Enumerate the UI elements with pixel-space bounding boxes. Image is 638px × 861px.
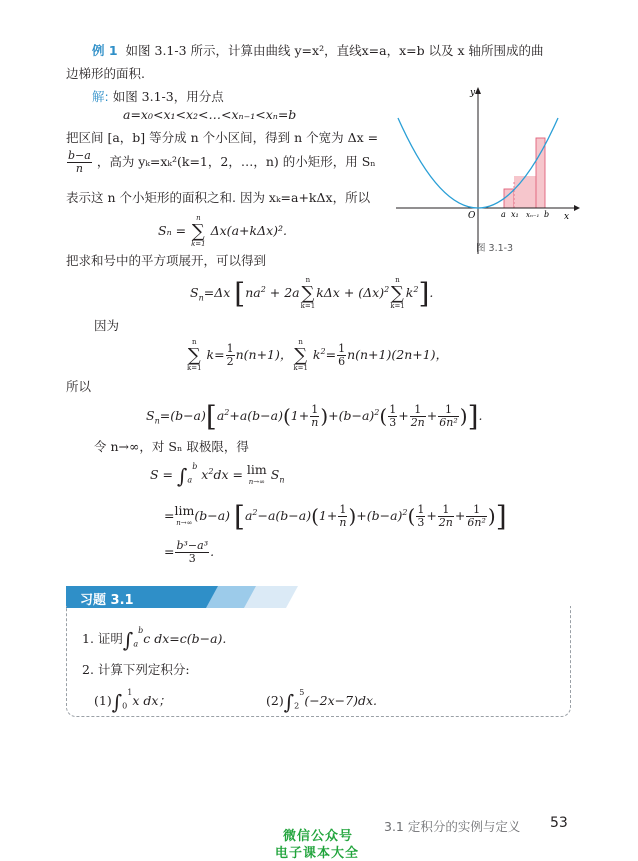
- solution-text-5: 表示这 n 个小矩形的面积之和. 因为 xₖ=a+kΔx，所以: [66, 190, 371, 205]
- origin-label: O: [468, 211, 476, 221]
- tick-x1-label: x₁: [511, 210, 519, 219]
- middle-region: [514, 176, 536, 208]
- exercise-item-2b-prefix: (2): [266, 693, 284, 708]
- exercise-item-2: 2. 计算下列定积分:: [82, 662, 190, 677]
- summation-symbol: n ∑ k=1: [191, 214, 206, 248]
- example-statement-1: 如图 3.1-3 所示，计算由曲线 y=x²，直线x=a，x=b 以及 x 轴所围成的曲: [125, 43, 544, 58]
- watermark-line-2: 电子课本大全: [275, 846, 360, 861]
- therefore-text: 所以: [66, 379, 92, 394]
- sum-eq1-rhs: Δx(a+kΔx)².: [210, 223, 288, 238]
- sum-equation-1: [158, 214, 287, 249]
- solution-line-4: [66, 150, 376, 175]
- example-statement-2: 边梯形的面积.: [66, 66, 145, 81]
- figure-caption: 图 3.1-3: [476, 243, 514, 254]
- sum-eq1-lhs: Sₙ =: [158, 223, 187, 238]
- limit-text: 令 n→∞，对 Sₙ 取极限，得: [94, 439, 249, 454]
- tick-a-label: a: [501, 210, 506, 219]
- figure-parabola: [392, 86, 582, 256]
- x-axis-label: x: [564, 212, 570, 222]
- tick-b-label: b: [544, 210, 550, 219]
- tick-xn1-label: xₙ₋₁: [526, 211, 540, 219]
- example-line-1: [92, 41, 544, 59]
- solution-text-1: 如图 3.1-3，用分点: [112, 89, 224, 104]
- solution-line-1: [92, 87, 224, 105]
- x-axis-arrow-icon: [574, 205, 580, 211]
- dx-fraction: [67, 150, 92, 175]
- dx-denominator: n: [75, 162, 83, 175]
- footer-section-title: 3.1 定积分的实例与定义: [384, 819, 521, 834]
- integral-definition: $S = \int_a^b$ $x^2dx = \lim$ n→∞ $S_n$: [150, 461, 285, 488]
- final-result: = $\frac{\text{b³−a³}}{3}$ .: [164, 539, 215, 565]
- sum-equation-2: $S_n=\Delta x$ [$na^2 + 2a$ n ∑ k=1 $k\Delta x + (\Delta x)^2$ n ∑ k=1 $k^2$].: [190, 276, 434, 310]
- sum-identities: n ∑ k=1 k= $\frac{1}{2}$ n(n+1)， n ∑ k=1 $k^2=$ $\frac{1}{6}$ n(n+1)(2n+1)，: [187, 338, 449, 372]
- because-text: 因为: [94, 318, 120, 333]
- exercise-item-2a: $(1)\int_0^1x$ dx；: [94, 688, 171, 714]
- partition-equation: a=x₀<x₁<x₂<…<xₙ₋₁<xₙ=b: [123, 107, 297, 122]
- sum-closed-form: $S_n=(b-a)[a^2+a(b-a)(1+$ $\frac{1}{n}$ )$+(b-a)^2$( $\frac{1}{3}$ + $\frac{1}{2n}$ + $\frac{1}{\text{6n²}}$ )].: [146, 400, 483, 433]
- solution-text-4: ，高为 yₖ=xₖ²(k=1，2，…，n) 的小矩形，用 Sₙ: [96, 154, 376, 169]
- exercise-item-2b-body: (−2x−7)dx.: [304, 693, 378, 708]
- y-axis-arrow-icon: [475, 87, 481, 94]
- exercise-item-1: 1. 证明$\int_a^bc$ dx=c(b−a).: [82, 626, 227, 652]
- exercise-title: 习题 3.1: [80, 593, 134, 608]
- exercise-item-1-prefix: 1. 证明: [82, 631, 123, 646]
- solution-text-6: 把求和号中的平方项展开，可以得到: [66, 253, 267, 268]
- y-axis-label: y: [470, 88, 476, 98]
- watermark-line-1: 微信公众号: [283, 829, 354, 844]
- exercise-item-2a-body: x dx；: [132, 693, 171, 708]
- exercise-item-2b: $(2)\int_2^5(-2x-7)dx$.: [266, 688, 378, 714]
- example-label: 例 1: [92, 43, 118, 58]
- dx-numerator: b−a: [68, 149, 91, 162]
- limit-expression: =lim n→∞ (b−a) [$a^2-a(b-a)(1+$ $\frac{1}{n}$ )$+(b-a)^2$( $\frac{1}{3}$ + $\frac{1}{2n}$ + $\frac{1}{\text{6n²}}$ )]: [164, 500, 507, 533]
- solution-label: 解:: [92, 89, 109, 104]
- exercise-item-2a-prefix: (1): [94, 693, 112, 708]
- solution-text-3: 把区间 [a，b] 等分成 n 个小区间，得到 n 个宽为 Δx =: [66, 130, 379, 145]
- exercise-item-1-rhs: c dx=c(b−a).: [143, 631, 227, 646]
- page-number: 53: [550, 815, 568, 831]
